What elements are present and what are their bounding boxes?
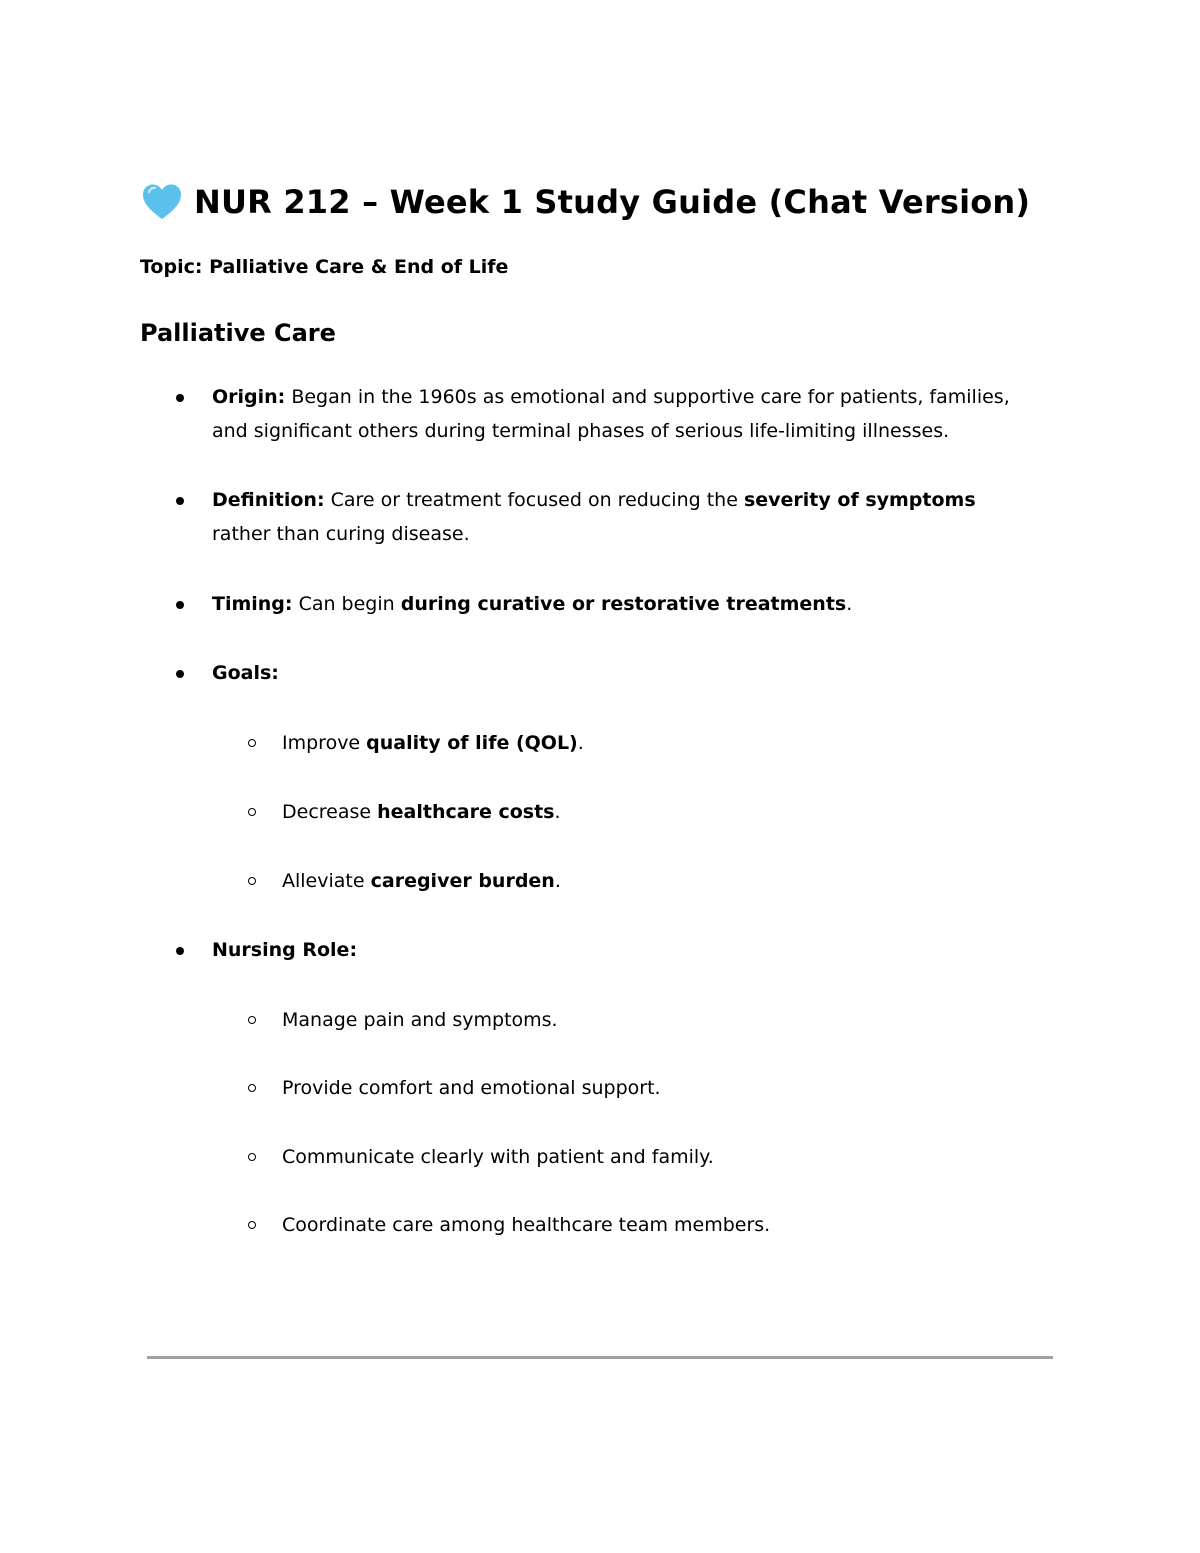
- goal-item: [248, 864, 561, 898]
- nursing-role-label: Nursing Role:: [212, 939, 358, 961]
- bullet-icon: [176, 947, 184, 955]
- topic-line: [140, 256, 508, 278]
- definition-text-before: Care or treatment focused on reducing the: [330, 489, 738, 511]
- sub-bullet-icon: [248, 1084, 256, 1092]
- definition-text-after: rather than curing disease.: [212, 523, 470, 545]
- sub-bullet-icon: [248, 1016, 256, 1024]
- bullet-icon: [176, 394, 184, 402]
- nursing-role-item: [248, 1071, 661, 1105]
- nursing-role-text: Provide comfort and emotional support.: [282, 1077, 661, 1099]
- bullet-icon: [176, 601, 184, 609]
- list-item-timing: [176, 587, 1016, 621]
- bullet-icon: [176, 670, 184, 678]
- goal-item: [248, 726, 584, 760]
- nursing-role-item: [248, 1140, 714, 1174]
- timing-emphasis: during curative or restorative treatments: [400, 593, 847, 615]
- goal-text-after: .: [554, 870, 561, 892]
- section-heading: Palliative Care: [140, 319, 336, 347]
- list-item-definition: [176, 483, 1016, 551]
- definition-emphasis: severity of symptoms: [743, 489, 976, 511]
- bullet-icon: [176, 497, 184, 505]
- list-item-origin: [176, 380, 1016, 448]
- nursing-role-text: Communicate clearly with patient and family.: [282, 1146, 714, 1168]
- nursing-role-item: [248, 1003, 558, 1037]
- horizontal-divider: [147, 1356, 1053, 1359]
- goal-item: [248, 795, 561, 829]
- goals-label: Goals:: [212, 662, 279, 684]
- nursing-role-text: Coordinate care among healthcare team members.: [282, 1214, 771, 1236]
- list-item-nursing-role: [176, 933, 1016, 967]
- topic-label: Topic:: [140, 256, 203, 278]
- origin-text: Began in the 1960s as emotional and supportive care for patients, families, and significant others during terminal phases of serious life-limiting illnesses.: [212, 386, 1010, 442]
- origin-label: Origin:: [212, 386, 286, 408]
- goal-text-before: Decrease: [282, 801, 372, 823]
- definition-label: Definition:: [212, 489, 325, 511]
- goal-emphasis: healthcare costs: [377, 801, 555, 823]
- sub-bullet-icon: [248, 1221, 256, 1229]
- blue-heart-icon: [140, 180, 184, 224]
- sub-bullet-icon: [248, 739, 256, 747]
- goal-emphasis: caregiver burden: [370, 870, 555, 892]
- sub-bullet-icon: [248, 808, 256, 816]
- topic-value: Palliative Care & End of Life: [209, 256, 509, 278]
- sub-bullet-icon: [248, 1153, 256, 1161]
- timing-text-before: Can begin: [298, 593, 395, 615]
- goal-emphasis: quality of life (QOL): [366, 732, 578, 754]
- title-row: [140, 180, 1030, 224]
- goal-text-after: .: [554, 801, 561, 823]
- timing-text-after: .: [846, 593, 853, 615]
- goal-text-before: Alleviate: [282, 870, 365, 892]
- nursing-role-text: Manage pain and symptoms.: [282, 1009, 558, 1031]
- page-title: NUR 212 – Week 1 Study Guide (Chat Version): [194, 183, 1031, 221]
- goal-text-after: .: [577, 732, 584, 754]
- nursing-role-item: [248, 1208, 770, 1242]
- goal-text-before: Improve: [282, 732, 361, 754]
- list-item-goals: [176, 656, 1016, 690]
- sub-bullet-icon: [248, 877, 256, 885]
- timing-label: Timing:: [212, 593, 293, 615]
